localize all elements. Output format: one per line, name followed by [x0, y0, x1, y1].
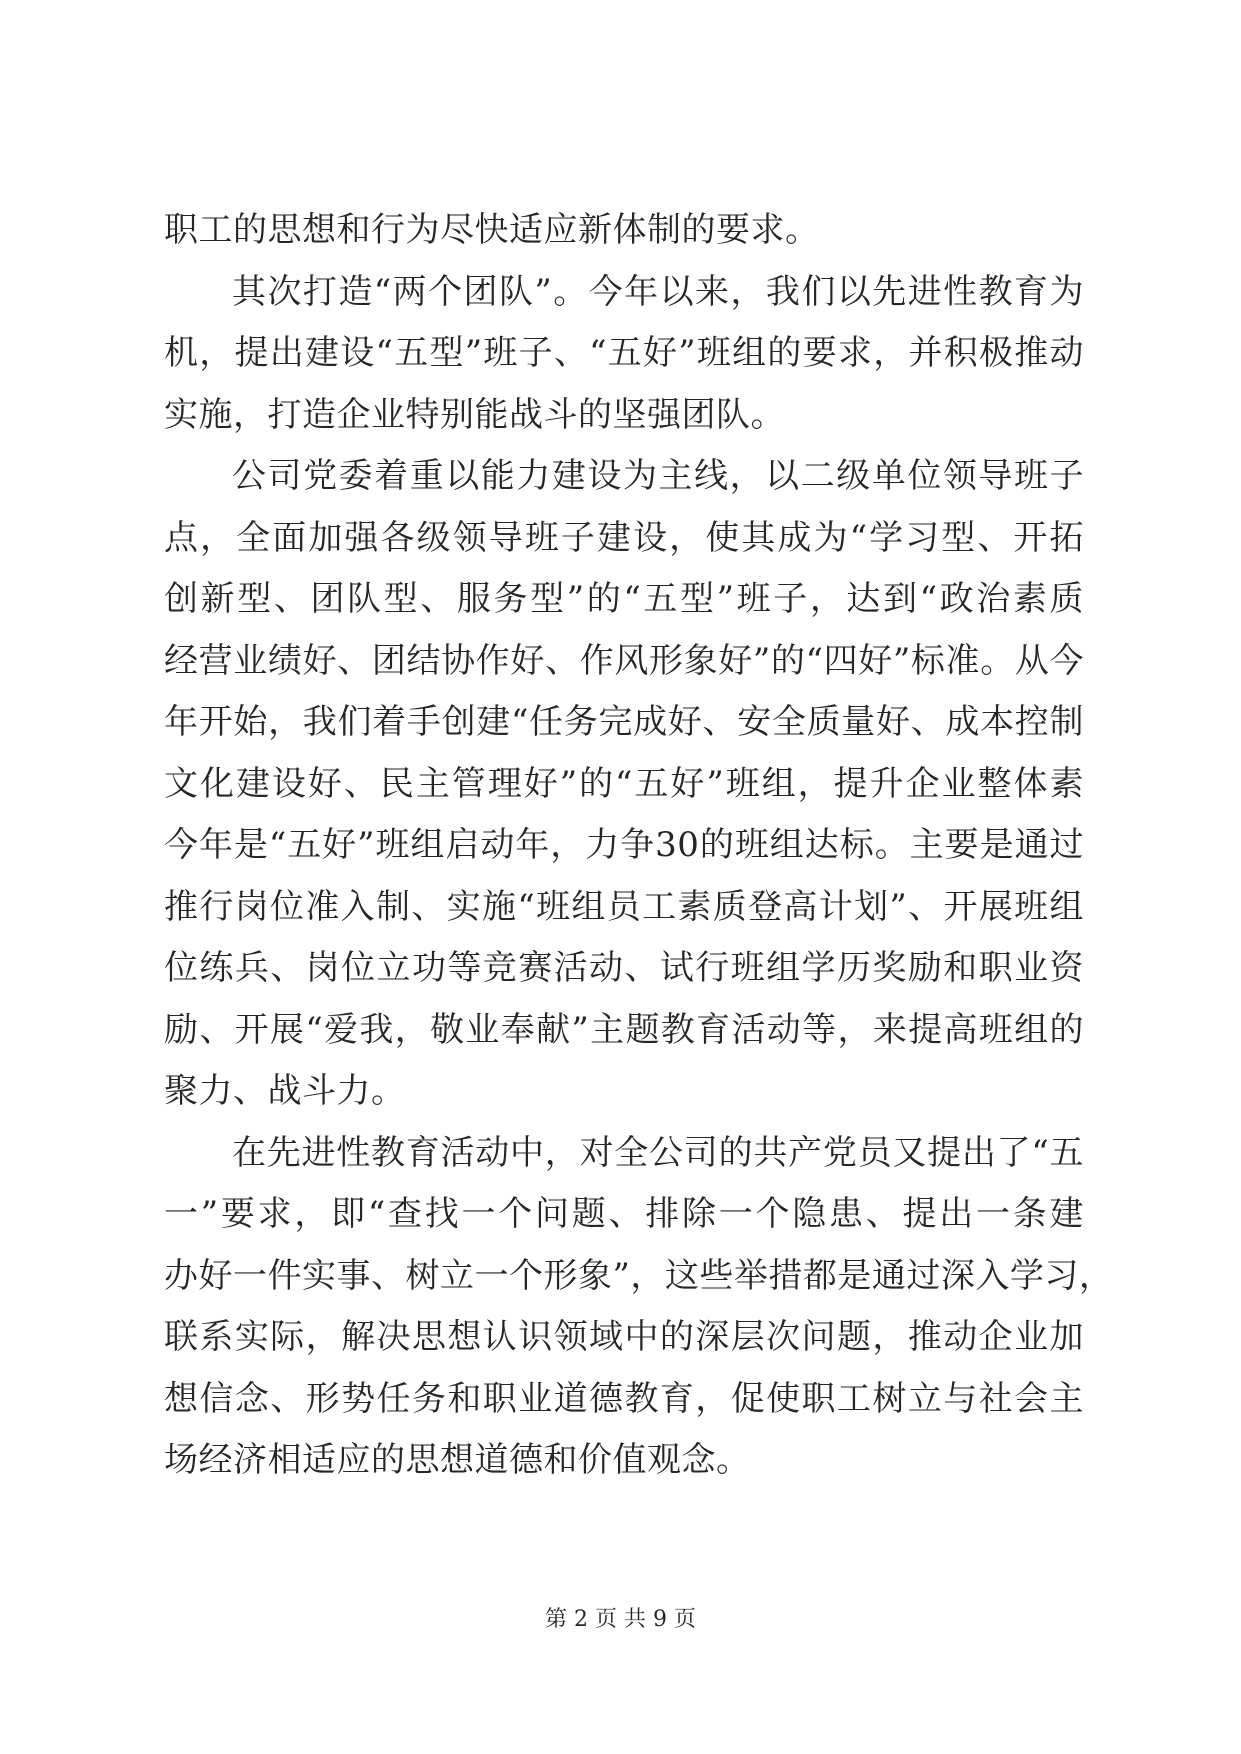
text-line: 机，提出建设“五型”班子、“五好”班组的要求，并积极推动 — [164, 333, 1084, 373]
text-line: 励、开展“爱我，敬业奉献”主题教育活动等，来提高班组的 — [164, 1009, 1084, 1050]
body-text — [164, 200, 1114, 1492]
text-line: 办好一件实事、树立一个形象”，这些举措都是通过深入学习， — [164, 1255, 1114, 1296]
text-line: 创新型、团队型、服务型”的“五型”班子，达到“政治素质 — [164, 579, 1084, 619]
text-line: 年开始，我们着手创建“任务完成好、安全质量好、成本控制 — [164, 702, 1084, 742]
text-line: 场经济相适应的思想道德和价值观念。 — [164, 1440, 751, 1480]
text-line: 实施，打造企业特别能战斗的坚强团队。 — [164, 394, 785, 435]
page-footer: 第 2 页 共 9 页 — [545, 1607, 696, 1632]
text-line: 聚力、战斗力。 — [164, 1071, 406, 1111]
text-line: 位练兵、岗位立功等竞赛活动、试行班组学历奖励和职业资 — [164, 948, 1084, 988]
text-line: 今年是“五好”班组启动年，力争30的班组达标。主要是通过 — [164, 825, 1084, 865]
text-line: 想信念、形势任务和职业道德教育，促使职工树立与社会主 — [164, 1378, 1084, 1419]
text-line: 联系实际，解决思想认识领域中的深层次问题，推动企业加 — [164, 1317, 1084, 1357]
text-line: 其次打造“两个团队”。今年以来，我们以先进性教育为 — [232, 271, 1084, 312]
text-line: 文化建设好、民主管理好”的“五好”班组，提升企业整体素 — [164, 763, 1084, 804]
text-line: 职工的思想和行为尽快适应新体制的要求。 — [164, 210, 820, 250]
text-line: 在先进性教育活动中，对全公司的共产党员又提出了“五 — [232, 1132, 1084, 1173]
text-line: 推行岗位准入制、实施“班组员工素质登高计划”、开展班组 — [164, 886, 1084, 927]
text-line: 公司党委着重以能力建设为主线，以二级单位领导班子 — [232, 456, 1084, 496]
text-line: 经营业绩好、团结协作好、作风形象好”的“四好”标准。从今 — [164, 640, 1084, 681]
text-line: 点，全面加强各级领导班子建设，使其成为“学习型、开拓 — [164, 517, 1084, 558]
text-line: 一”要求，即“查找一个问题、排除一个隐患、提出一条建 — [164, 1194, 1084, 1234]
